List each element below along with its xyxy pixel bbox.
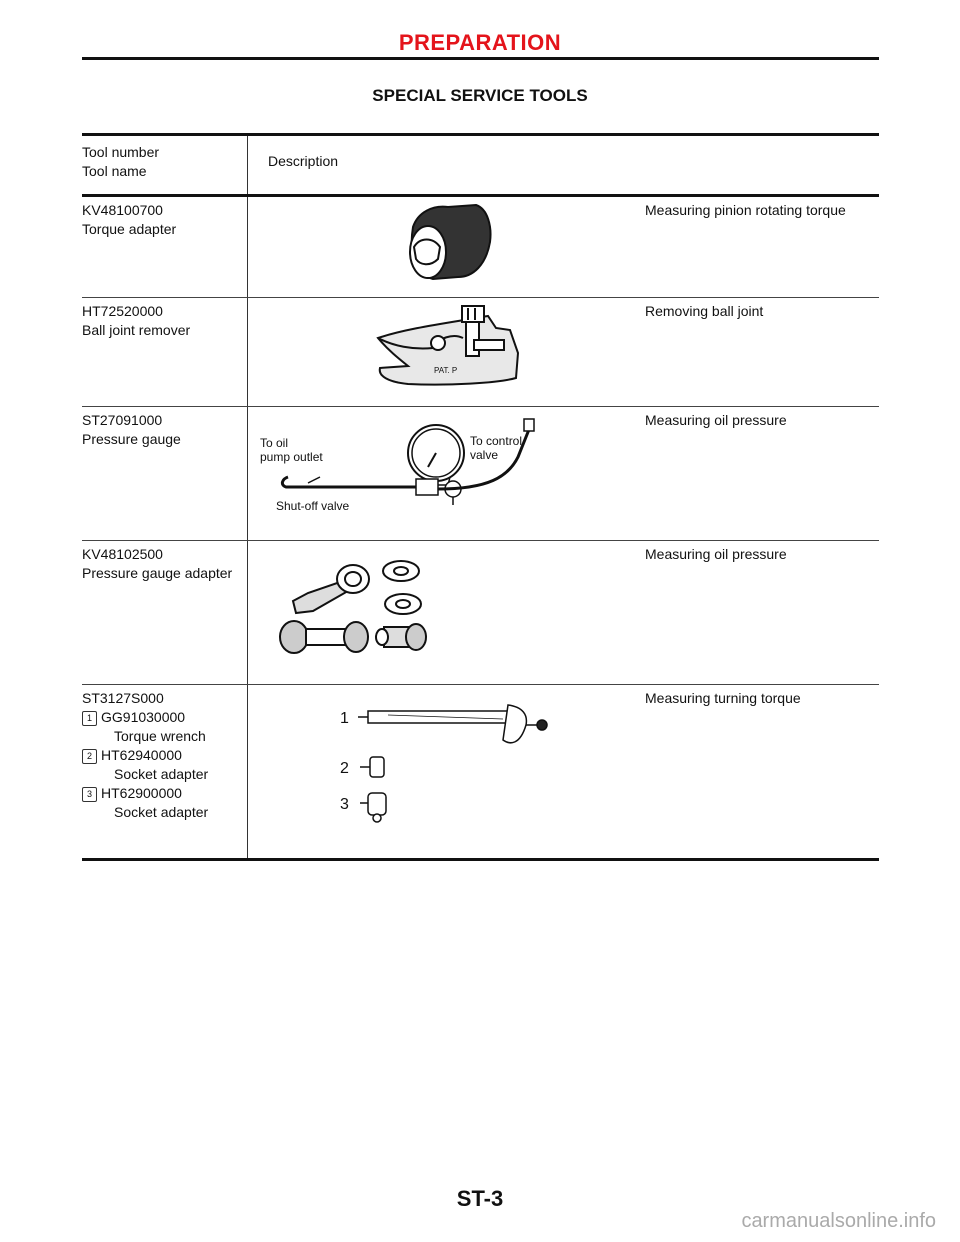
table-row <box>82 298 879 407</box>
tool-number: ST3127S000 <box>82 690 164 706</box>
callout-valve: valve <box>470 448 499 462</box>
table-header-row <box>82 135 879 196</box>
table-row <box>82 685 879 860</box>
callout-to-control: To control <box>470 434 523 448</box>
tool-name: Ball joint remover <box>82 322 191 338</box>
part-2-badge: 2 <box>82 749 97 764</box>
header-rule <box>82 57 879 60</box>
part-name: Torque wrench <box>114 728 206 744</box>
tool-illustration <box>248 541 646 685</box>
tool-name: Pressure gauge adapter <box>82 565 233 581</box>
pat-stamp: PAT. P <box>434 366 458 375</box>
tool-description: Removing ball joint <box>645 298 879 407</box>
callout-1: 1 <box>340 710 349 727</box>
tools-table <box>82 133 879 861</box>
callout-pump-outlet: pump outlet <box>260 450 323 464</box>
callout-3: 3 <box>340 796 349 813</box>
tool-name-header: Tool name <box>82 163 147 179</box>
part-name: Socket adapter <box>114 766 209 782</box>
tool-name: Pressure gauge <box>82 431 181 447</box>
callout-to-oil: To oil <box>260 436 289 450</box>
page-number: ST-3 <box>456 1186 504 1211</box>
section-title: SPECIAL SERVICE TOOLS <box>372 86 588 105</box>
tool-id-cell <box>82 196 248 298</box>
tool-number: KV48102500 <box>82 546 163 562</box>
ball-joint-remover-icon <box>248 298 645 401</box>
tool-name: Torque adapter <box>82 221 177 237</box>
tool-number: ST27091000 <box>82 412 163 428</box>
tool-illustration <box>248 196 646 298</box>
part-number: GG91030000 <box>101 709 186 725</box>
tool-id-cell <box>82 685 248 860</box>
callout-shut-off-valve: Shut-off valve <box>276 499 350 513</box>
tool-id-cell <box>82 541 248 685</box>
tool-illustration <box>248 685 646 860</box>
tool-id-cell <box>82 407 248 541</box>
table-row <box>82 196 879 298</box>
part-3 <box>82 784 247 822</box>
part-number: HT62940000 <box>101 747 182 763</box>
tool-number: HT72520000 <box>82 303 163 319</box>
tool-id-cell <box>82 298 248 407</box>
watermark: carmanualsonline.info <box>741 1210 936 1232</box>
part-3-badge: 3 <box>82 787 97 802</box>
tool-illustration <box>248 407 646 541</box>
part-2 <box>82 746 247 784</box>
callout-2: 2 <box>340 760 349 777</box>
tool-number-header: Tool number <box>82 144 160 160</box>
tool-number-name-header <box>82 135 248 196</box>
tool-description: Measuring turning torque <box>645 685 879 860</box>
table-row <box>82 407 879 541</box>
pressure-gauge-icon <box>248 407 645 535</box>
part-1 <box>82 708 247 746</box>
part-1-badge: 1 <box>82 711 97 726</box>
torque-wrench-set-icon <box>248 685 645 853</box>
part-number: HT62900000 <box>101 785 182 801</box>
part-name: Socket adapter <box>114 804 209 820</box>
tool-number: KV48100700 <box>82 202 163 218</box>
torque-adapter-icon <box>248 197 645 292</box>
tool-description: Measuring oil pressure <box>645 541 879 685</box>
header-title: PREPARATION <box>398 30 562 55</box>
tool-description: Measuring oil pressure <box>645 407 879 541</box>
pressure-gauge-adapter-icon <box>248 541 645 679</box>
description-header: Description <box>248 135 880 196</box>
table-row <box>82 541 879 685</box>
tool-illustration <box>248 298 646 407</box>
tool-description: Measuring pinion rotating torque <box>645 196 879 298</box>
